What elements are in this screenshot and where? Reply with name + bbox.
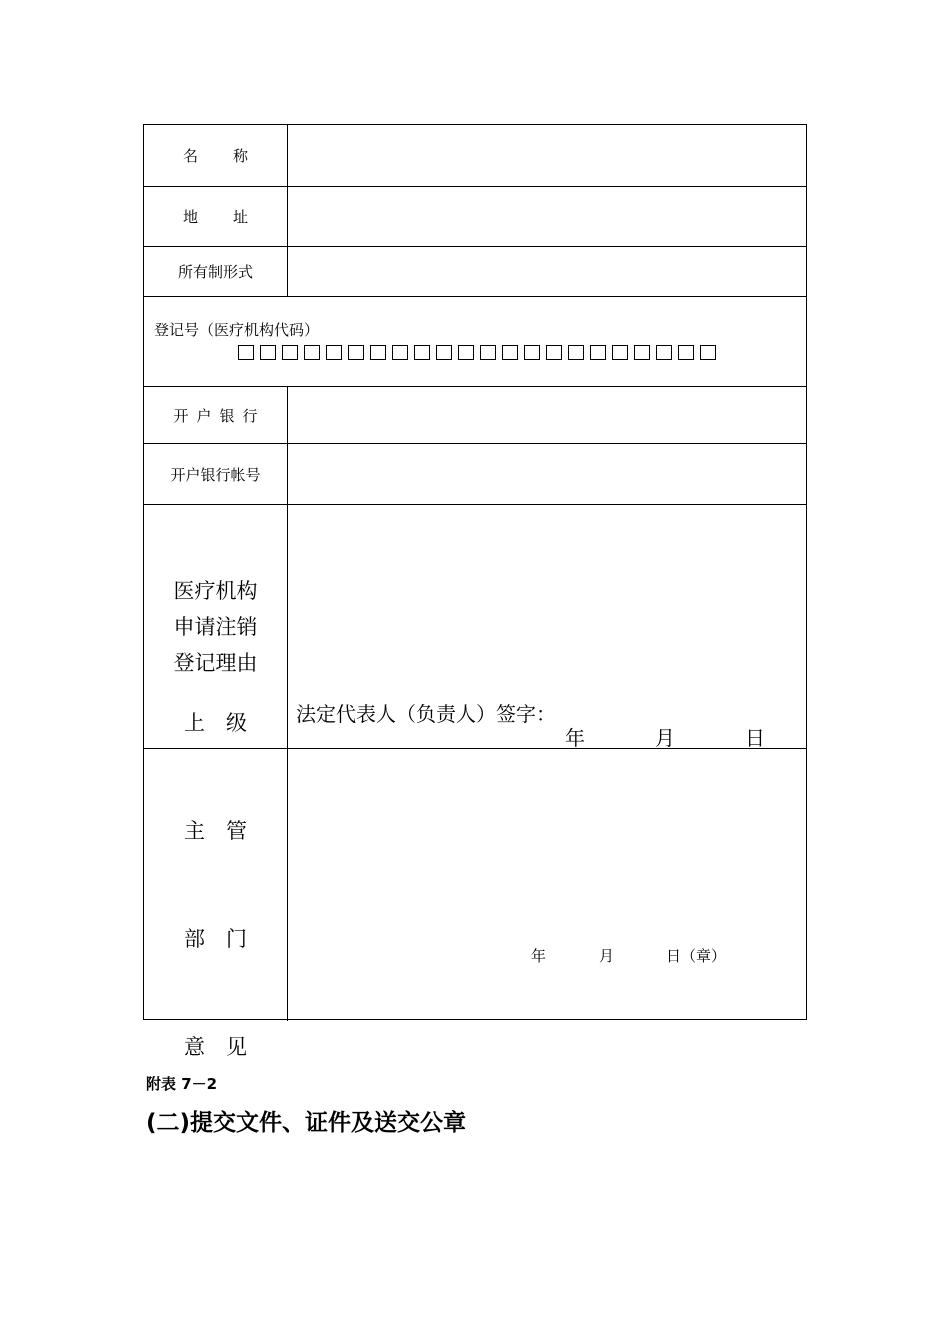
code-digit-box[interactable] xyxy=(568,345,584,360)
supervisor-label-line: 上 级 xyxy=(184,711,247,735)
code-digit-box[interactable] xyxy=(546,345,562,360)
ownership-field[interactable] xyxy=(288,247,806,296)
bank-field[interactable] xyxy=(288,387,806,443)
name-field[interactable] xyxy=(288,125,806,186)
supervisor-label-line: 部 门 xyxy=(184,927,247,951)
registration-code-boxes[interactable] xyxy=(238,345,716,360)
supervisor-label xyxy=(144,711,288,1059)
code-digit-box[interactable] xyxy=(282,345,298,360)
bank-label: 开户银行 xyxy=(144,387,288,443)
supervisor-opinion-field[interactable] xyxy=(288,749,806,1021)
appendix-label: 附表 7－2 xyxy=(146,1075,218,1093)
code-digit-box[interactable] xyxy=(392,345,408,360)
code-digit-box[interactable] xyxy=(260,345,276,360)
row-bank-account xyxy=(144,444,806,505)
address-field[interactable] xyxy=(288,187,806,246)
bank-account-label: 开户银行帐号 xyxy=(144,444,288,504)
sign-date-day: 日 xyxy=(745,726,765,750)
code-digit-box[interactable] xyxy=(370,345,386,360)
ownership-label: 所有制形式 xyxy=(144,247,288,296)
deregistration-form-table xyxy=(143,124,807,1059)
bank-account-field[interactable] xyxy=(288,444,806,504)
code-digit-box[interactable] xyxy=(304,345,320,360)
code-digit-box[interactable] xyxy=(634,345,650,360)
code-digit-box[interactable] xyxy=(326,345,342,360)
supervisor-label-line: 主 管 xyxy=(184,819,247,843)
address-label: 地 址 xyxy=(144,187,288,246)
registration-code-label: 登记号（医疗机构代码） xyxy=(154,321,320,339)
code-digit-box[interactable] xyxy=(348,345,364,360)
sign-date-year: 年 xyxy=(565,726,585,750)
reason-label-line: 申请注销 xyxy=(173,614,258,639)
name-label: 名 称 xyxy=(144,125,288,186)
reason-field[interactable] xyxy=(288,505,806,748)
sign-date-month: 月 xyxy=(655,726,675,750)
code-digit-box[interactable] xyxy=(700,345,716,360)
code-digit-box[interactable] xyxy=(612,345,628,360)
code-digit-box[interactable] xyxy=(238,345,254,360)
code-digit-box[interactable] xyxy=(458,345,474,360)
section-title: (二)提交文件、证件及送交公章 xyxy=(146,1110,467,1136)
row-name xyxy=(144,125,806,187)
code-digit-box[interactable] xyxy=(480,345,496,360)
code-digit-box[interactable] xyxy=(678,345,694,360)
row-ownership xyxy=(144,247,806,297)
row-address xyxy=(144,187,806,247)
reason-label-line: 登记理由 xyxy=(173,650,258,675)
supervisor-date-day-seal: 日（章） xyxy=(666,947,727,965)
signature-label: 法定代表人（负责人）签字： xyxy=(296,702,556,726)
reason-label-line: 医疗机构 xyxy=(173,578,258,603)
code-digit-box[interactable] xyxy=(656,345,672,360)
code-digit-box[interactable] xyxy=(436,345,452,360)
row-registration-code xyxy=(144,297,806,387)
code-digit-box[interactable] xyxy=(502,345,518,360)
code-digit-box[interactable] xyxy=(524,345,540,360)
supervisor-date-month: 月 xyxy=(599,947,615,965)
supervisor-label-line: 意 见 xyxy=(184,1035,247,1059)
code-digit-box[interactable] xyxy=(590,345,606,360)
code-digit-box[interactable] xyxy=(414,345,430,360)
row-bank xyxy=(144,387,806,444)
supervisor-date-year: 年 xyxy=(531,947,547,965)
